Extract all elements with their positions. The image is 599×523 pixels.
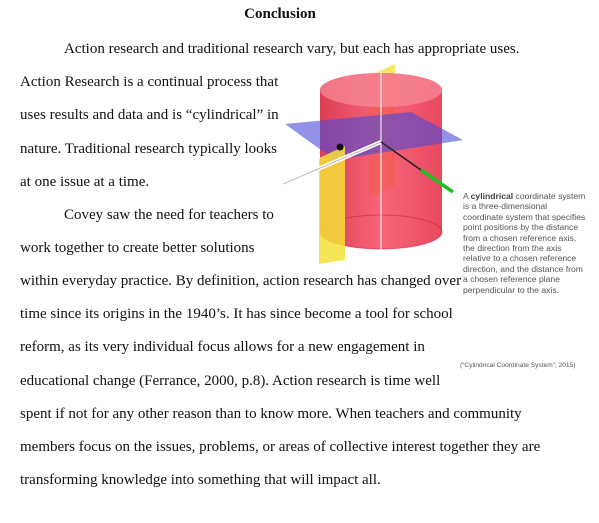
paragraph-line-9: time since its origins in the 1940’s. It has since become a tool for school [20, 306, 453, 322]
paragraph-line-4: nature. Traditional research typically looks [20, 141, 278, 157]
paragraph-line-3: uses results and data and is “cylindrical” in [20, 107, 279, 123]
caption-text: coordinate system is a three-dimensional coordinate system that specifies point positions by the distance from a chosen reference axis, the direction from the axis relative to a chosen reference direction, and the distance from a chosen reference plane perpendicular to the axis. [463, 191, 586, 295]
cylinder-figure [283, 62, 463, 264]
paragraph-line-8: within everyday practice. By definition, action research has changed over [20, 273, 462, 289]
paragraph-line-14: transforming knowledge into something that will impact all. [20, 472, 381, 488]
coordinate-point [337, 144, 344, 151]
section-heading: Conclusion [244, 6, 316, 22]
figure-citation: (“Cylindrical Coordinate System”, 2015) [460, 362, 576, 369]
paragraph-line-12: spent if not for any other reason than to know more. When teachers and community [20, 406, 522, 422]
caption-term: cylindrical [470, 191, 514, 201]
paragraph-line-2: Action Research is a continual process that [20, 74, 279, 90]
paragraph-line-11: educational change (Ferrance, 2000, p.8). Action research is time well [20, 373, 441, 389]
paragraph-line-13: members focus on the issues, problems, or areas of collective interest together they are [20, 439, 541, 455]
caption-prefix: A [463, 191, 471, 201]
paragraph-line-6: Covey saw the need for teachers to [64, 207, 274, 223]
figure-caption [463, 191, 587, 295]
paragraph-line-7: work together to create better solutions [20, 240, 255, 256]
paragraph-line-1: Action research and traditional research vary, but each has appropriate uses. [64, 41, 520, 57]
paragraph-line-10: reform, as its very individual focus allows for a new engagement in [20, 339, 425, 355]
paragraph-line-5: at one issue at a time. [20, 174, 150, 190]
